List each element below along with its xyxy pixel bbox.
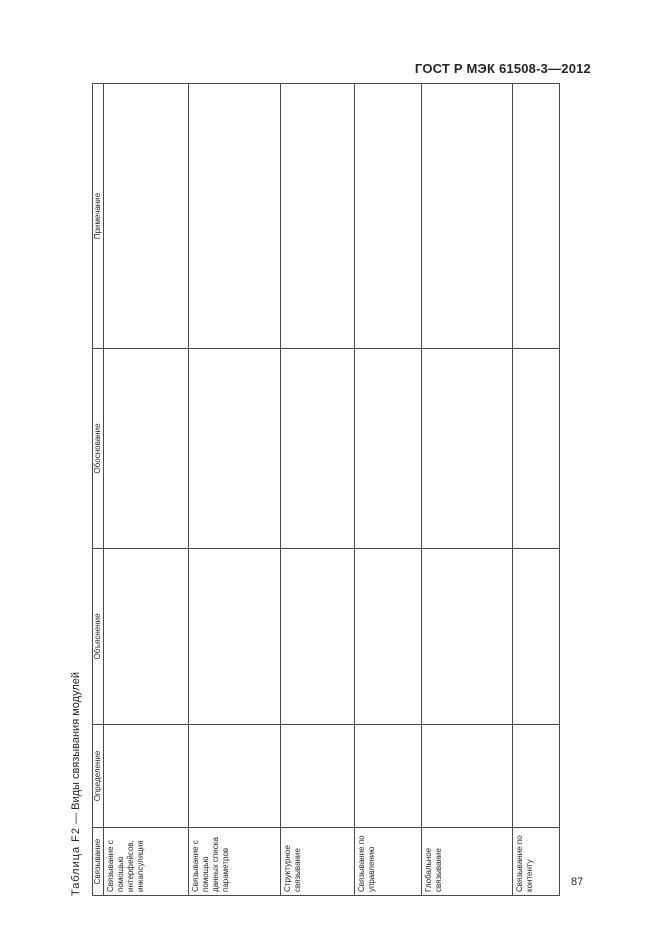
row-coupling-type: Связывание по управлению	[354, 828, 421, 896]
table-row	[354, 84, 421, 896]
row-explanation	[104, 549, 189, 725]
row-definition	[104, 725, 189, 828]
row-rationale	[421, 349, 512, 549]
table-header-row	[93, 84, 104, 896]
row-rationale	[281, 349, 354, 549]
row-definition	[512, 725, 559, 828]
row-note	[512, 84, 559, 349]
row-rationale	[189, 349, 281, 549]
rotated-table-block	[66, 84, 561, 896]
column-header-explanation: Объяснение	[93, 549, 104, 725]
table-row	[281, 84, 354, 896]
row-explanation	[354, 549, 421, 725]
table-caption-title: — Виды связывания модулей	[70, 671, 82, 824]
row-coupling-type: Структурное связывание	[281, 828, 354, 896]
row-note	[281, 84, 354, 349]
row-coupling-type: Глобальное связывание	[421, 828, 512, 896]
row-rationale	[104, 349, 189, 549]
table-row	[421, 84, 512, 896]
row-note	[421, 84, 512, 349]
column-header-note: Примечание	[93, 84, 104, 349]
row-coupling-type: Связывание с помощью интерфейсов, инкапсуляция	[104, 828, 189, 896]
row-explanation	[512, 549, 559, 725]
row-coupling-type: Связывание по контенту	[512, 828, 559, 896]
table-caption	[66, 672, 86, 896]
column-header-rationale: Обоснование	[93, 349, 104, 549]
row-definition	[421, 725, 512, 828]
row-note	[104, 84, 189, 349]
row-rationale	[354, 349, 421, 549]
table-row	[104, 84, 189, 896]
row-definition	[281, 725, 354, 828]
column-header-definition: Определение	[93, 725, 104, 828]
row-explanation	[421, 549, 512, 725]
table-row	[189, 84, 281, 896]
column-header-coupling: Связывание	[93, 828, 104, 896]
coupling-types-table	[92, 83, 560, 896]
row-explanation	[281, 549, 354, 725]
row-definition	[354, 725, 421, 828]
standard-number: ГОСТ Р МЭК 61508-3—2012	[414, 61, 591, 76]
row-note	[189, 84, 281, 349]
row-explanation	[189, 549, 281, 725]
row-rationale	[512, 349, 559, 549]
page-number: 87	[571, 876, 584, 888]
table-row	[512, 84, 559, 896]
table-caption-label: Таблица F2	[70, 826, 82, 896]
row-definition	[189, 725, 281, 828]
row-note	[354, 84, 421, 349]
row-coupling-type: Связывание с помощью данных списка параметров	[189, 828, 281, 896]
